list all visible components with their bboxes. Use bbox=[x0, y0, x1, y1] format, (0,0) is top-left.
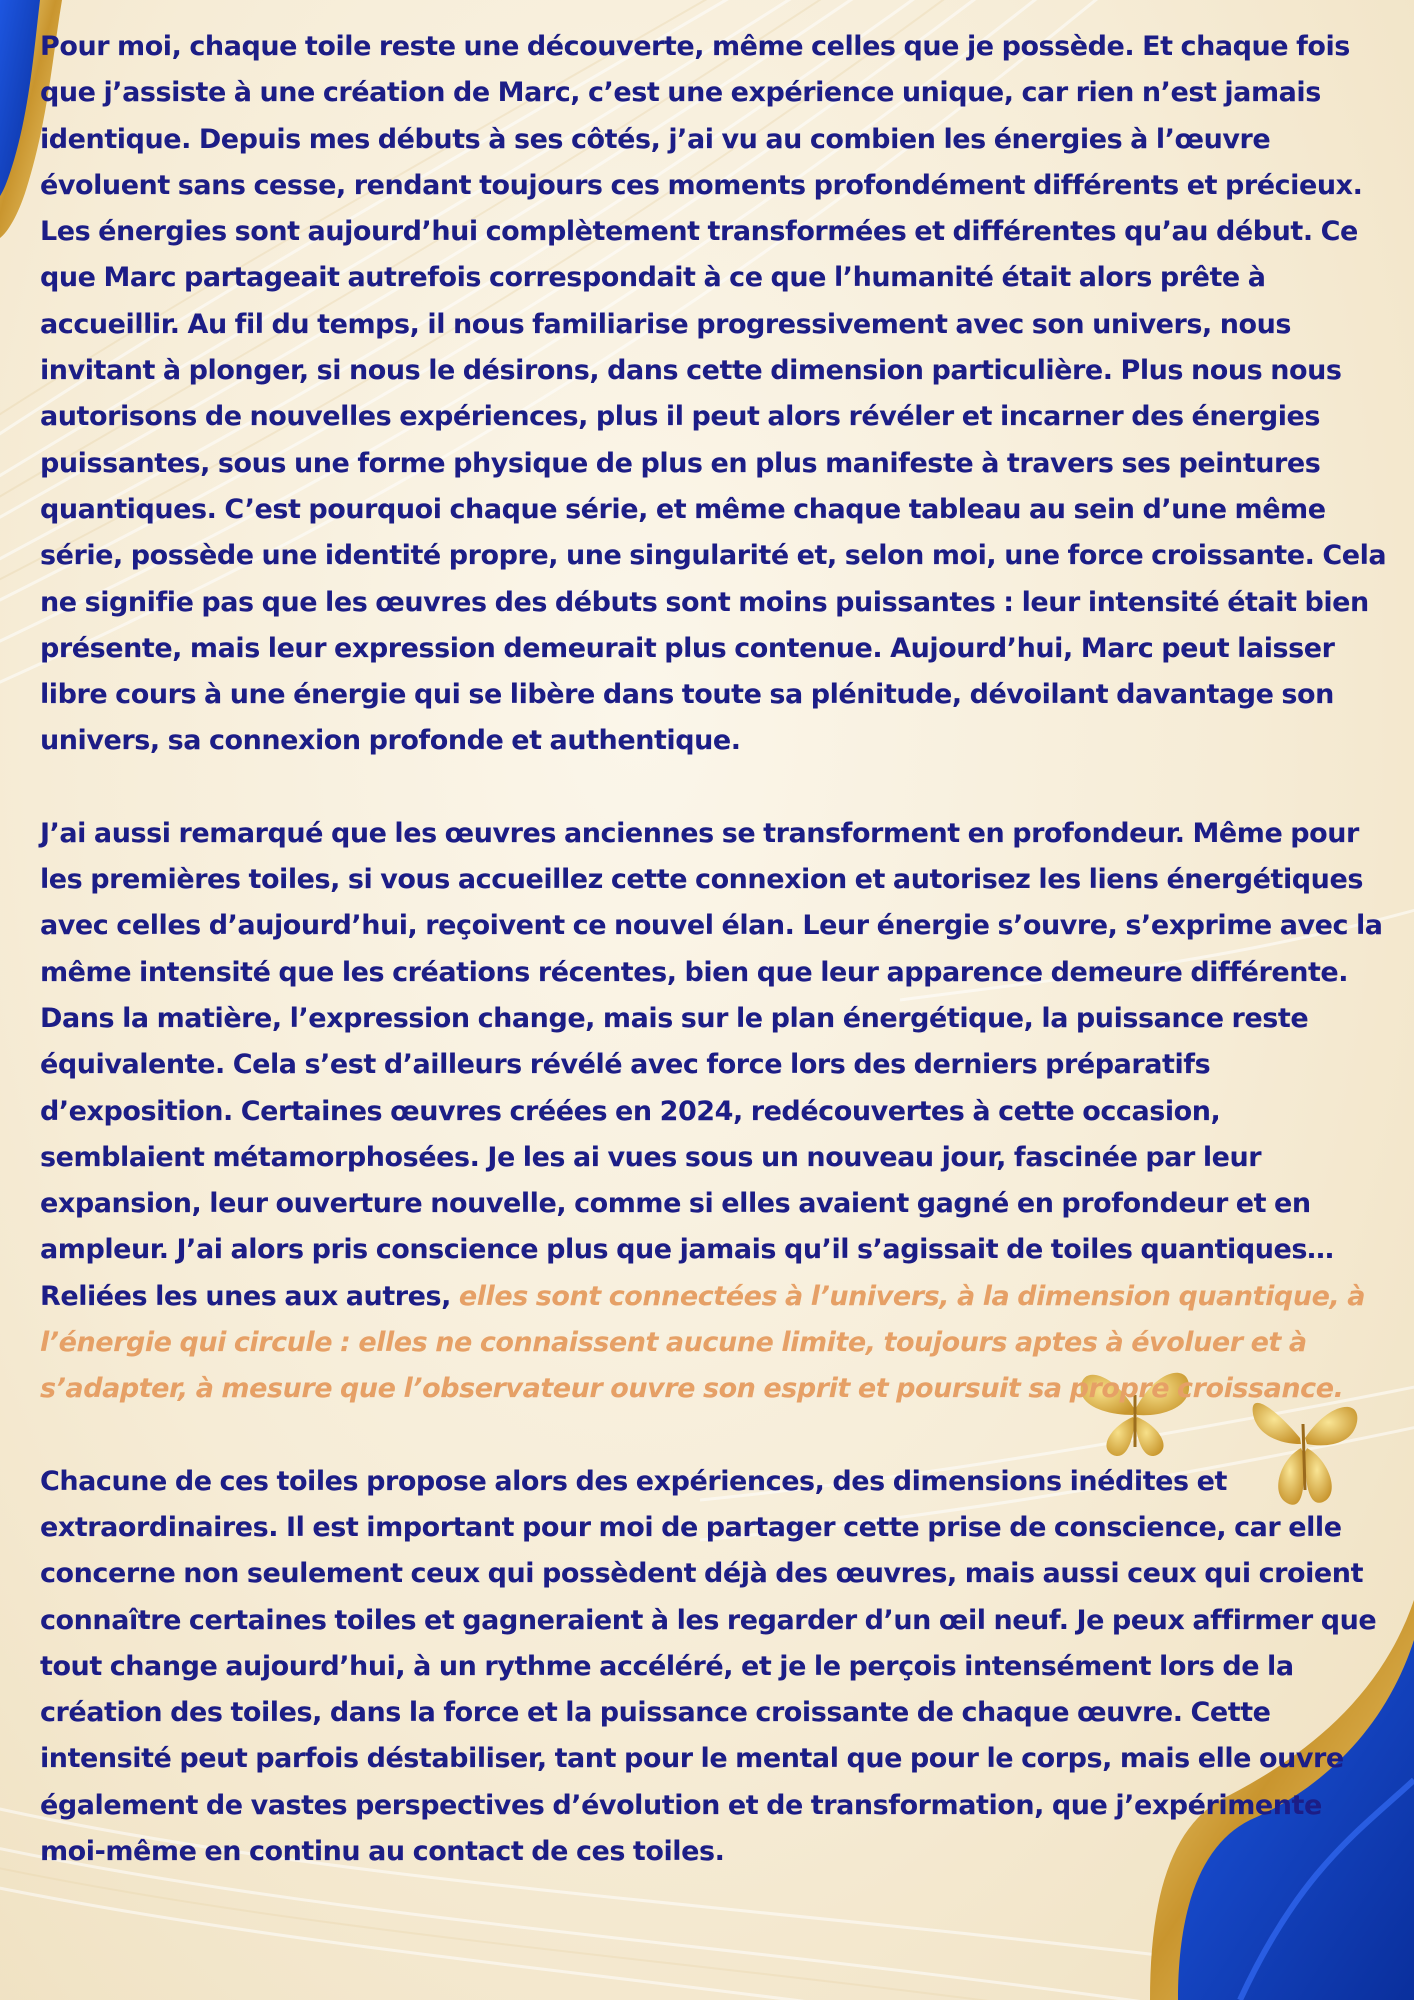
paragraph-2 bbox=[40, 811, 1390, 1413]
highlighted-quote: elles sont connectées à l’univers, à la dimension quantique, à l’énergie qui circule : elles ne connaissent aucune limite, toujours aptes à évoluer et à s’adapter, à mesure que l’observateur ouvre son esprit et poursuit sa propre croissance. bbox=[40, 1280, 1365, 1405]
paragraph-1: Pour moi, chaque toile reste une découverte, même celles que je possède. Et chaque fois que j’assiste à une création de Marc, c’est une expérience unique, car rien n’est jamais identique. Depuis mes débuts à ses côtés, j’ai vu au combien les énergies à l’œuvre évoluent sans cesse, rendant toujours ces moments profondément différents et précieux. Les énergies sont aujourd’hui complètement transformées et différentes qu’au début. Ce que Marc partageait autrefois correspondait à ce que l’humanité était alors prête à accueillir. Au fil du temps, il nous familiarise progressivement avec son univers, nous invitant à plonger, si nous le désirons, dans cette dimension particulière. Plus nous nous autorisons de nouvelles expériences, plus il peut alors révéler et incarner des énergies puissantes, sous une forme physique de plus en plus manifeste à travers ses peintures quantiques. C’est pourquoi chaque série, et même chaque tableau au sein d’une même série, possède une identité propre, une singularité et, selon moi, une force croissante. Cela ne signifie pas que les œuvres des débuts sont moins puissantes : leur intensité était bien présente, mais leur expression demeurait plus contenue. Aujourd’hui, Marc peut laisser libre cours à une énergie qui se libère dans toute sa plénitude, dévoilant davantage son univers, sa connexion profonde et authentique. bbox=[40, 31, 1387, 757]
paragraph-2-text: J’ai aussi remarqué que les œuvres anciennes se transforment en profondeur. Même pour les premières toiles, si vous accueillez cette connexion et autorisez les liens énergétiques avec celles d’aujourd’hui, reçoivent ce nouvel élan. Leur énergie s’ouvre, s’exprime avec la même intensité que les créations récentes, bien que leur apparence demeure différente. Dans la matière, l’expression change, mais sur le plan énergétique, la puissance reste équivalente. Cela s’est d’ailleurs révélé avec force lors des derniers préparatifs d’exposition. Certaines œuvres créées en 2024, redécouvertes à cette occasion, semblaient métamorphosées. Je les ai vues sous un nouveau jour, fascinée par leur expansion, leur ouverture nouvelle, comme si elles avaient gagné en profondeur et en ampleur. J’ai alors pris conscience plus que jamais qu’il s’agissait de toiles quantiques… Reliées les unes aux autres, bbox=[40, 817, 1383, 1312]
paragraph-spacer bbox=[40, 765, 1390, 811]
paragraph-3: Chacune de ces toiles propose alors des expériences, des dimensions inédites et extraordinaires. Il est important pour moi de partager cette prise de conscience, car elle concerne non seulement ceux qui possèdent déjà des œuvres, mais aussi ceux qui croient connaître certaines toiles et gagneraient à les regarder d’un œil neuf. Je peux affirmer que tout change aujourd’hui, à un rythme accéléré, et je le perçois intensément lors de la création des toiles, dans la force et la puissance croissante de chaque œuvre. Cette intensité peut parfois déstabiliser, tant pour le mental que pour le corps, mais elle ouvre également de vastes perspectives d’évolution et de transformation, que j’expérimente moi-même en continu au contact de ces toiles. bbox=[40, 1465, 1377, 1867]
article-body bbox=[40, 24, 1390, 1875]
paragraph-spacer bbox=[40, 1413, 1390, 1459]
